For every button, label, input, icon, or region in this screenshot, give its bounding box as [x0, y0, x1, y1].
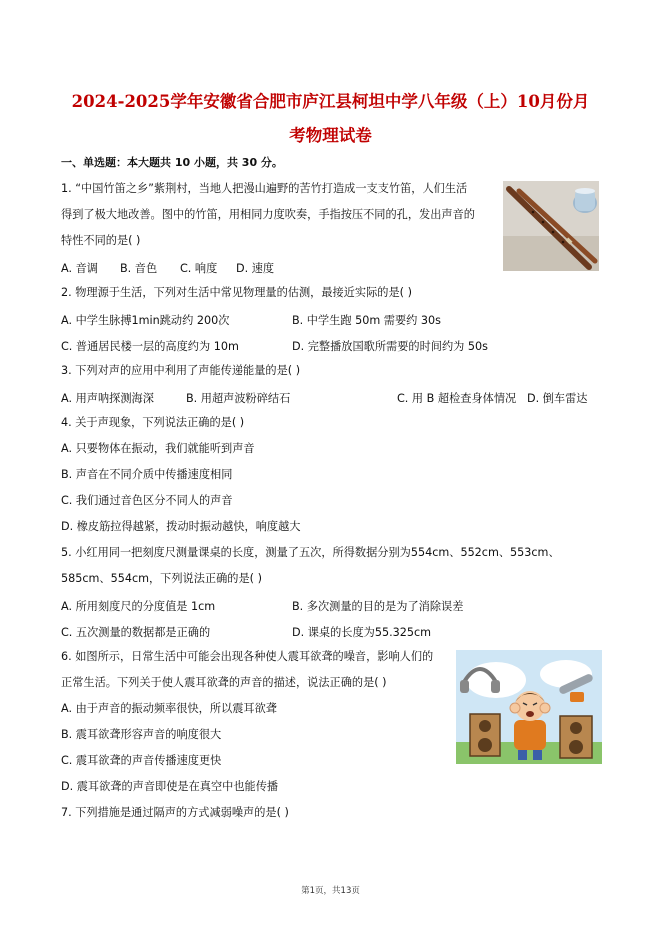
- q2-option-b: B. 中学生跑 50m 需要约 30s: [292, 314, 441, 327]
- q1-option-a: A. 音调: [61, 262, 98, 275]
- q5-option-b: B. 多次测量的目的是为了消除误差: [292, 600, 464, 613]
- q6-option-d: D. 震耳欲聋的声音即使是在真空中也能传播: [61, 780, 279, 793]
- q6-option-b: B. 震耳欲聋形容声音的响度很大: [61, 728, 222, 741]
- q5-option-d: D. 课桌的长度为55.325cm: [292, 626, 432, 639]
- q2-option-a: A. 中学生脉搏1min跳动约 200次: [61, 314, 230, 327]
- q5-option-a: A. 所用刻度尺的分度值是 1cm: [61, 600, 216, 613]
- q1-option-c: C. 响度: [180, 262, 218, 275]
- q3-option-d: D. 倒车雷达: [527, 392, 588, 405]
- q4-option-a: A. 只要物体在振动，我们就能听到声音: [61, 442, 255, 455]
- q7-text: 7. 下列措施是通过隔声的方式减弱噪声的是( ): [61, 806, 289, 819]
- q6-option-c: C. 震耳欲聋的声音传播速度更快: [61, 754, 222, 767]
- q2-option-d: D. 完整播放国歌所需要的时间约为 50s: [292, 340, 488, 353]
- q2-text: 2. 物理源于生活，下列对生活中常见物理量的估测，最接近实际的是( ): [61, 286, 412, 299]
- q2-option-c: C. 普通居民楼一层的高度约为 10m: [61, 340, 239, 353]
- page-footer: 第1页，共13页: [301, 886, 360, 896]
- q6-text-line1: 6. 如图所示，日常生活中可能会出现各种使人震耳欲聋的噪音，影响人们的: [61, 650, 434, 663]
- exam-title-line1: 2024-2025学年安徽省合肥市庐江县柯坦中学八年级（上）10月份月: [71, 92, 590, 111]
- q4-option-b: B. 声音在不同介质中传播速度相同: [61, 468, 233, 481]
- q4-text: 4. 关于声现象，下列说法正确的是( ): [61, 416, 245, 429]
- q3-text: 3. 下列对声的应用中利用了声能传递能量的是( ): [61, 364, 301, 377]
- q5-option-c: C. 五次测量的数据都是正确的: [61, 626, 211, 639]
- q6-option-a: A. 由于声音的振动频率很快，所以震耳欲聋: [61, 702, 277, 715]
- q1-text-line1: 1. “中国竹笛之乡”紫荆村，当地人把漫山遍野的苦竹打造成一支支竹笛，人们生活: [61, 182, 468, 195]
- q1-text-line2: 得到了极大地改善。图中的竹笛，用相同力度吹奏，手指按压不同的孔，发出声音的: [61, 208, 475, 221]
- q4-option-c: C. 我们通过音色区分不同人的声音: [61, 494, 233, 507]
- q4-option-d: D. 橡皮筋拉得越紧，拨动时振动越快，响度越大: [61, 520, 301, 533]
- q1-option-d: D. 速度: [236, 262, 275, 275]
- q6-text-line2: 正常生活。下列关于使人震耳欲聋的声音的描述，说法正确的是( ): [61, 676, 387, 689]
- q1-option-b: B. 音色: [120, 262, 158, 275]
- q3-option-a: A. 用声呐探测海深: [61, 392, 154, 405]
- exam-title-line2: 考物理试卷: [289, 126, 372, 145]
- bamboo-flute-image: [503, 181, 599, 271]
- section-heading: 一、单选题：本大题共 10 小题，共 30 分。: [61, 156, 283, 169]
- q3-option-b: B. 用超声波粉碎结石: [186, 392, 291, 405]
- q5-text-line2: 585cm、554cm，下列说法正确的是( ): [61, 572, 262, 585]
- q3-option-c: C. 用 B 超检查身体情况: [397, 392, 517, 405]
- q5-text-line1: 5. 小红用同一把刻度尺测量课桌的长度，测量了五次，所得数据分别为554cm、552cm、553cm、: [61, 546, 560, 559]
- q1-text-line3: 特性不同的是( ): [61, 234, 141, 247]
- noise-cartoon-image: [456, 650, 602, 764]
